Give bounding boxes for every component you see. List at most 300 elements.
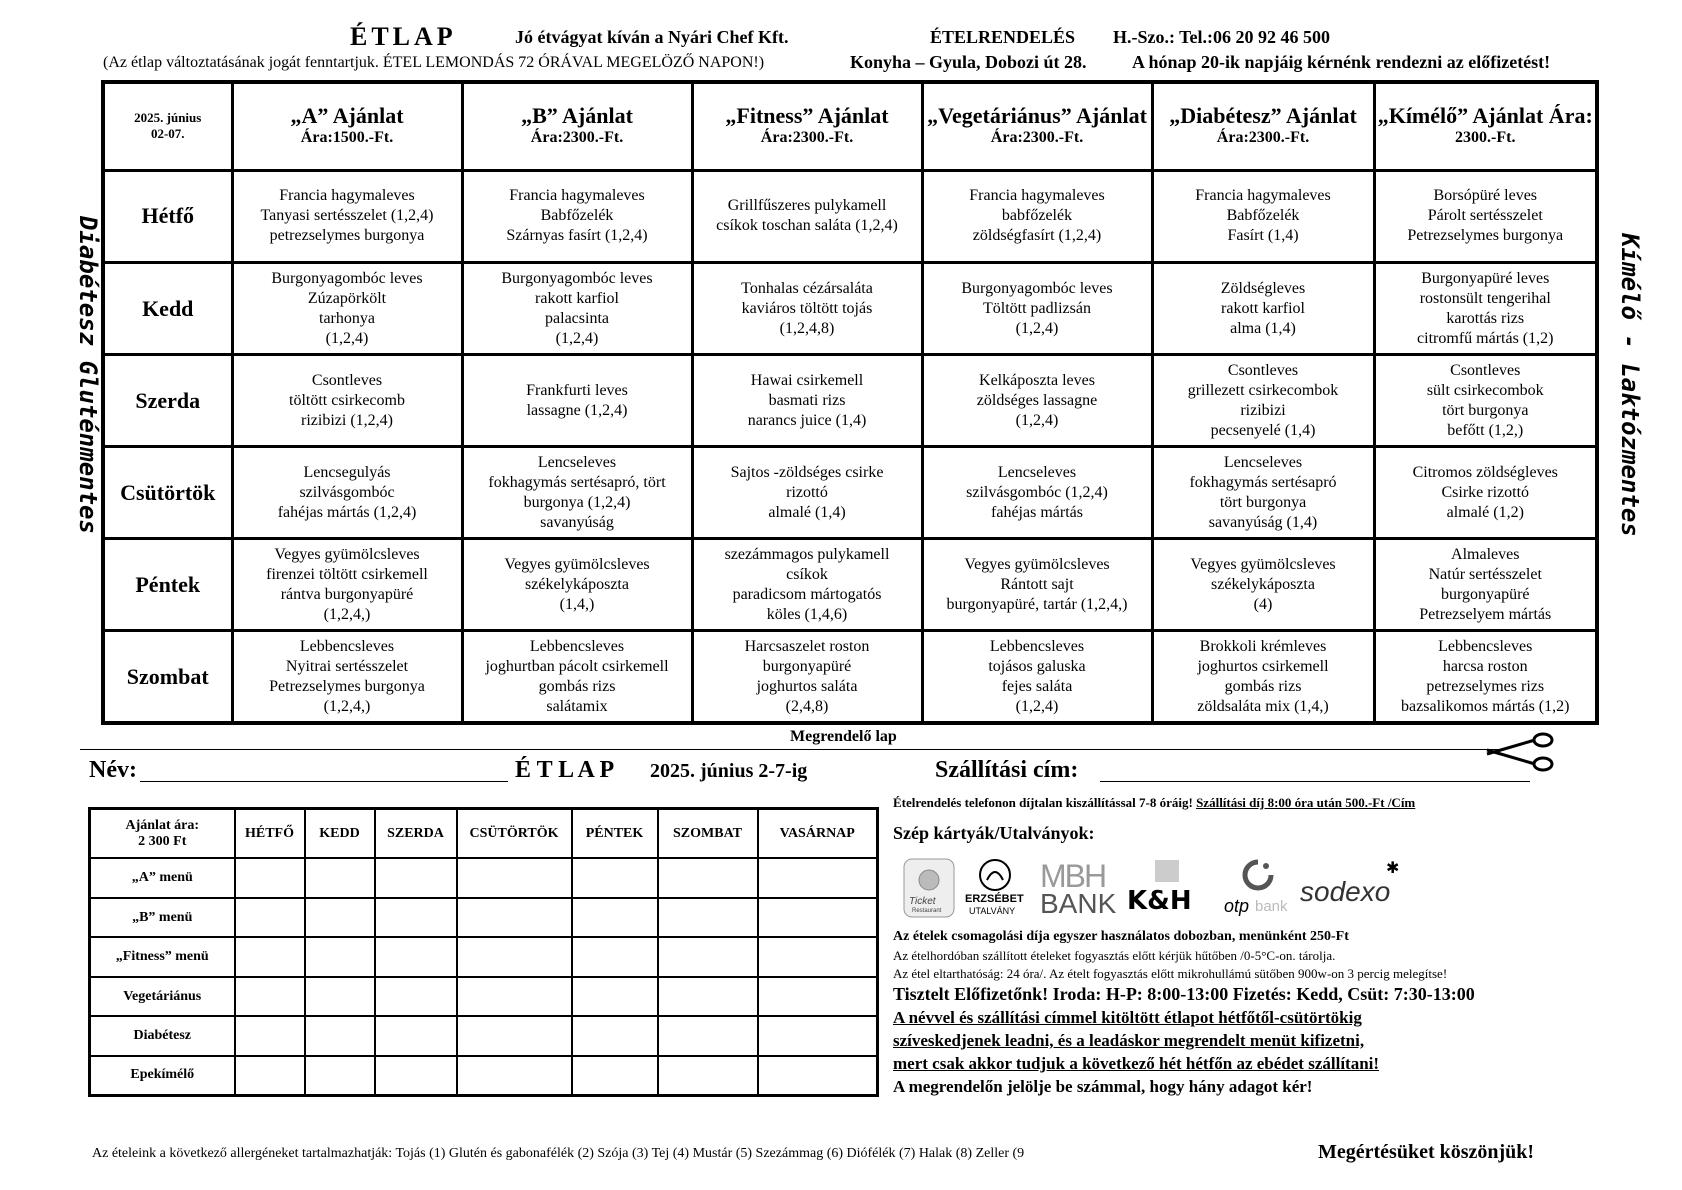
order-quantity-cell[interactable] <box>235 1016 305 1056</box>
menu-item-line: Lencsegulyás <box>303 463 391 481</box>
office-hours: Tisztelt Előfizetőnk! Iroda: H-P: 8:00-13:00 Fizetés: Kedd, Csüt: 7:30-13:00 <box>893 984 1475 1004</box>
order-quantity-cell[interactable] <box>375 977 457 1017</box>
menu-item-line: Csirke rizottó <box>1441 483 1530 501</box>
bank-text: BANK <box>1040 888 1117 919</box>
menu-item-line: Párolt sertésszelet <box>1427 207 1543 225</box>
sodexo-text: sodexo <box>1300 876 1391 907</box>
count-note: A megrendelőn jelölje be számmal, hogy hány adagot kér! <box>893 1077 1313 1096</box>
header-line-1 <box>0 22 1682 52</box>
plan-header-4 <box>1152 82 1374 170</box>
plan-header-2 <box>692 82 922 170</box>
order-price-value: 2 300 Ft <box>138 833 187 849</box>
order-quantity-cell[interactable] <box>572 977 658 1017</box>
packaging-note: Az ételek csomagolási díja egyszer használatos dobozban, menünként 250-Ft <box>893 929 1349 944</box>
day-label: Szombat <box>103 631 232 723</box>
order-quantity-cell[interactable] <box>235 858 305 898</box>
menu-cell <box>1152 631 1374 723</box>
menu-item-line: (1,2,4) <box>1015 411 1059 429</box>
storage-note: Az ételhordóban szállított ételeket fogyasztás előtt kérjük hűtőben /0-5°C-on. tárolja. <box>893 948 1336 963</box>
order-quantity-cell[interactable] <box>457 898 572 938</box>
menu-item-line: narancs juice (1,4) <box>747 411 867 429</box>
menu-cell <box>1152 262 1374 354</box>
menu-item-line: almalé (1,2) <box>1446 503 1524 521</box>
notice-line-3: mert csak akkor tudjuk a következő hét hétfőn az ebédet szállítani! <box>893 1054 1380 1073</box>
menu-item-line: rakott karfiol <box>1221 299 1305 317</box>
order-quantity-cell[interactable] <box>457 1016 572 1056</box>
order-quantity-cell[interactable] <box>305 1016 375 1056</box>
order-day-header: CSÜTÖRTÖK <box>457 809 572 859</box>
menu-item-line: (1,2,4,8) <box>779 319 835 337</box>
header-line-2 <box>0 52 1682 76</box>
menu-item-line: (1,2,4,) <box>323 697 371 715</box>
menu-item-line: sült csirkecombok <box>1426 381 1544 399</box>
order-quantity-cell[interactable] <box>572 898 658 938</box>
menu-item-line: (1,2,4) <box>555 329 599 347</box>
menu-item-line: burgonyapüré, tartár (1,2,4,) <box>946 595 1128 613</box>
menu-item-line: Hawai csirkemell <box>750 371 864 389</box>
menu-item-line: (1,2,4) <box>1015 697 1059 715</box>
order-quantity-cell[interactable] <box>758 858 878 898</box>
plan-header-0 <box>232 82 462 170</box>
order-quantity-cell[interactable] <box>375 1016 457 1056</box>
menu-item-line: Burgonyagombóc leves <box>961 279 1113 297</box>
menu-item-line: Csontleves <box>311 371 383 389</box>
menu-item-line: Francia hagymaleves <box>969 187 1105 205</box>
menu-item-line: citromfű mártás (1,2) <box>1417 329 1554 347</box>
menu-cell <box>922 262 1152 354</box>
menu-item-line: Lebbencsleves <box>299 637 395 655</box>
menu-item-line: Lencseleves <box>1223 453 1303 471</box>
menu-cell <box>922 170 1152 262</box>
plan-price: Ára:2300.-Ft. <box>530 129 624 147</box>
cards-title: Szép kártyák/Utalványok: <box>893 823 1095 843</box>
menu-item-line: firenzei töltött csirkemell <box>266 565 428 583</box>
menu-item-line: Burgonyagombóc leves <box>501 269 653 287</box>
menu-item-line: gombás rizs <box>538 677 616 695</box>
menu-day-row <box>103 355 1597 447</box>
order-day-header: SZERDA <box>375 809 457 859</box>
menu-cell <box>692 631 922 723</box>
menu-item-line: basmati rizs <box>768 391 846 409</box>
menu-item-line: Lebbencsleves <box>1438 637 1533 655</box>
order-title: É T L A P <box>515 757 615 783</box>
menu-item-line: pecsenyelé (1,4) <box>1210 421 1316 439</box>
menu-cell <box>1152 355 1374 447</box>
plan-header-3 <box>922 82 1152 170</box>
thanks-note: Megértésüket köszönjük! <box>1318 1141 1535 1163</box>
menu-date-line2: 02-07. <box>150 126 185 142</box>
menu-item-line: almalé (1,4) <box>768 503 846 521</box>
order-quantity-cell[interactable] <box>658 1056 758 1096</box>
order-quantity-cell[interactable] <box>305 977 375 1017</box>
order-grid <box>88 807 879 1097</box>
menu-day-row <box>103 262 1597 354</box>
menu-item-line: fahéjas mártás (1,2,4) <box>277 503 417 521</box>
day-label: Szerda <box>103 355 232 447</box>
menu-item-line: rakott karfiol <box>535 289 619 307</box>
order-quantity-cell[interactable] <box>758 1056 878 1096</box>
menu-cell <box>692 355 922 447</box>
menu-item-line: petrezselymes rizs <box>1426 677 1545 695</box>
order-quantity-cell[interactable] <box>658 977 758 1017</box>
order-row <box>90 1016 878 1056</box>
order-quantity-cell[interactable] <box>758 1016 878 1056</box>
menu-date-line1: 2025. június <box>134 110 202 126</box>
plan-name: „A” Ajánlat <box>290 103 404 129</box>
plan-name: „Kímélő” Ajánlat Ára: <box>1377 103 1593 129</box>
order-phone: H.-Szo.: Tel.:06 20 92 46 500 <box>1113 27 1331 47</box>
menu-cell <box>1374 262 1597 354</box>
name-label: Név: <box>89 757 137 783</box>
order-price-cell <box>90 809 235 859</box>
menu-item-line: rántva burgonyapüré <box>280 585 414 603</box>
sodexo-logo <box>1300 858 1420 918</box>
menu-item-line: rizibizi <box>1240 401 1286 419</box>
menu-item-line: Zöldségleves <box>1220 279 1306 297</box>
side-label-right: Kímélő - Laktózmentes <box>1616 233 1644 537</box>
cut-line <box>80 749 1500 750</box>
allergen-note: Az ételeink a következő allergéneket tartalmazhatják: Tojás (1) Glutén és gabonafélék (2) Szója (3) Tej (4) Mustár (5) Szezámmag (6) Diófélék (7) Halak (8) Zeller (9 <box>92 1146 1025 1161</box>
menu-item-line: tarhonya <box>319 309 375 327</box>
plan-price: Ára:2300.-Ft. <box>990 129 1084 147</box>
menu-item-line: Harcsaszelet roston <box>744 637 870 655</box>
menu-date-cell <box>103 82 232 170</box>
order-quantity-cell[interactable] <box>572 937 658 977</box>
menu-cell <box>462 355 692 447</box>
menu-cell <box>1374 170 1597 262</box>
menu-item-line: Lebbencsleves <box>989 637 1085 655</box>
disclaimer: (Az étlap változtatásának jogát fenntartjuk. ÉTEL LEMONDÁS 72 ÓRÁVAL MEGELÖZŐ NAPON!) <box>103 54 765 71</box>
order-price-label: Ajánlat ára: <box>125 817 199 833</box>
order-sheet-label: Megrendelő lap <box>790 728 897 745</box>
plan-name: „Diabétesz” Ajánlat <box>1169 103 1357 129</box>
menu-cell <box>462 447 692 539</box>
plan-name: „B” Ajánlat <box>521 103 633 129</box>
menu-item-line: Rántott sajt <box>1000 575 1074 593</box>
menu-item-line: Töltött padlizsán <box>983 299 1091 317</box>
menu-item-line: fejes saláta <box>1001 677 1073 695</box>
erzsebet-logo <box>965 858 1031 918</box>
menu-item-line: székelykáposzta <box>1211 575 1315 593</box>
menu-item-line: Vegyes gyümölcsleves <box>1190 555 1336 573</box>
menu-item-line: (2,4,8) <box>785 697 829 715</box>
order-quantity-cell[interactable] <box>457 977 572 1017</box>
menu-item-line: Petrezselymes burgonya <box>1407 227 1564 245</box>
menu-item-line: (1,2,4) <box>325 329 369 347</box>
otp-sub-text: bank <box>1255 898 1288 915</box>
order-row <box>90 937 878 977</box>
plan-price: Ára:1500.-Ft. <box>300 129 394 147</box>
menu-item-line: Francia hagymaleves <box>279 187 415 205</box>
order-row-label: Epekímélő <box>90 1056 235 1096</box>
order-label: ÉTELRENDELÉS <box>930 27 1076 47</box>
address-label: Szállítási cím: <box>935 757 1079 783</box>
menu-item-line: Petrezselymes burgonya <box>269 677 425 695</box>
shelf-life-note: Az étel eltarthatóság: 24 óra/. Az ételt fogyasztás előtt mikrohullámú sütőben 900w-on 3 percig melegítse! <box>893 966 1448 981</box>
menu-item-line: fokhagymás sertésapró, tört <box>488 473 666 491</box>
menu-cell <box>232 262 462 354</box>
menu-cell <box>1374 447 1597 539</box>
order-quantity-cell[interactable] <box>572 858 658 898</box>
menu-item-line: Francia hagymaleves <box>509 187 645 205</box>
menu-item-line: zöldségfasírt (1,2,4) <box>972 227 1102 245</box>
menu-item-line: harcsa roston <box>1442 657 1528 675</box>
menu-item-line: Babfőzelék <box>540 207 614 225</box>
order-quantity-cell[interactable] <box>658 898 758 938</box>
menu-cell <box>922 355 1152 447</box>
menu-item-line: Petrezselyem mártás <box>1419 605 1552 623</box>
menu-cell <box>692 539 922 631</box>
day-label: Csütörtök <box>103 447 232 539</box>
plan-header-5 <box>1374 82 1597 170</box>
menu-item-line: Zúzapörkölt <box>307 289 387 307</box>
menu-item-line: rizottó <box>786 483 828 501</box>
ticket-text: Ticket <box>909 896 936 907</box>
order-day-header: HÉTFŐ <box>235 809 305 859</box>
menu-cell <box>232 539 462 631</box>
order-quantity-cell[interactable] <box>457 858 572 898</box>
order-row-label: Diabétesz <box>90 1016 235 1056</box>
order-row <box>90 858 878 898</box>
menu-item-line: Csontleves <box>1450 361 1521 379</box>
menu-item-line: Frankfurti leves <box>526 381 628 399</box>
menu-item-line: csíkok toschan saláta (1,2,4) <box>716 217 898 235</box>
order-row-label: Vegetáriánus <box>90 977 235 1017</box>
menu-cell <box>232 631 462 723</box>
menu-item-line: Tonhalas cézársaláta <box>741 279 873 297</box>
weekly-menu-table <box>101 80 1599 725</box>
menu-item-line: csíkok <box>786 565 828 583</box>
menu-cell <box>692 170 922 262</box>
order-quantity-cell[interactable] <box>375 898 457 938</box>
menu-item-line: zöldséges lassagne <box>976 391 1098 409</box>
menu-item-line: salátamix <box>546 697 608 715</box>
menu-item-line: tojásos galuska <box>988 657 1086 675</box>
menu-item-line: Vegyes gyümölcsleves <box>964 555 1110 573</box>
phone-order-text: Ételrendelés telefonon díjtalan kiszállítással 7-8 óráig! <box>893 795 1193 810</box>
menu-item-line: alma (1,4) <box>1230 319 1296 337</box>
page-title: ÉTLAP <box>350 22 457 51</box>
menu-item-line: köles (1,4,6) <box>766 605 848 623</box>
menu-item-line: szilvásgombóc <box>299 483 395 501</box>
erzsebet-sub-text: UTALVÁNY <box>969 906 1016 916</box>
menu-cell <box>462 631 692 723</box>
order-day-header: KEDD <box>305 809 375 859</box>
menu-day-row <box>103 447 1597 539</box>
scissors-icon <box>1485 732 1555 772</box>
menu-item-line: fahéjas mártás <box>991 503 1083 521</box>
menu-item-line: szilvásgombóc (1,2,4) <box>966 483 1108 501</box>
menu-item-line: Kelkáposzta leves <box>979 371 1095 389</box>
order-quantity-cell[interactable] <box>235 977 305 1017</box>
menu-cell <box>462 262 692 354</box>
order-quantity-cell[interactable] <box>375 858 457 898</box>
menu-day-row <box>103 170 1597 262</box>
plan-name: „Fitness” Ajánlat <box>725 103 889 129</box>
menu-cell <box>1374 539 1597 631</box>
order-quantity-cell[interactable] <box>305 937 375 977</box>
ticket-restaurant-logo <box>903 858 955 918</box>
menu-item-line: gombás rizs <box>1224 677 1302 695</box>
menu-cell <box>692 262 922 354</box>
menu-item-line: (1,4,) <box>559 595 595 613</box>
menu-item-line: palacsinta <box>545 309 609 327</box>
menu-day-row <box>103 539 1597 631</box>
day-label: Péntek <box>103 539 232 631</box>
menu-item-line: Burgonyapüré leves <box>1421 269 1550 287</box>
menu-day-row <box>103 631 1597 723</box>
kh-text: K&H <box>1127 886 1192 916</box>
order-day-header: SZOMBAT <box>658 809 758 859</box>
menu-item-line: savanyúság (1,4) <box>1208 513 1318 531</box>
order-quantity-cell[interactable] <box>235 898 305 938</box>
menu-cell <box>922 447 1152 539</box>
menu-item-line: székelykáposzta <box>525 575 629 593</box>
order-quantity-cell[interactable] <box>375 937 457 977</box>
menu-item-line: Nyitrai sertésszelet <box>285 657 409 675</box>
menu-cell <box>1374 631 1597 723</box>
notice-line-2: szíveskedjenek leadni, és a leadáskor megrendelt menüt kifizetni, <box>893 1031 1365 1050</box>
order-quantity-cell[interactable] <box>235 1056 305 1096</box>
menu-item-line: Vegyes gyümölcsleves <box>504 555 650 573</box>
menu-item-line: Szárnyas fasírt (1,2,4) <box>506 227 648 245</box>
menu-item-line: savanyúság <box>540 513 614 531</box>
ticket-sub-text: Restaurant <box>912 908 942 914</box>
menu-item-line: karottás rizs <box>1446 309 1525 327</box>
order-quantity-cell[interactable] <box>658 858 758 898</box>
plan-price: 2300.-Ft. <box>1455 129 1516 147</box>
order-quantity-cell[interactable] <box>572 1056 658 1096</box>
order-quantity-cell[interactable] <box>305 898 375 938</box>
order-quantity-cell[interactable] <box>758 977 878 1017</box>
order-quantity-cell[interactable] <box>572 1016 658 1056</box>
erzsebet-text: ERZSÉBET <box>965 893 1024 905</box>
plan-price: Ára:2300.-Ft. <box>1216 129 1310 147</box>
menu-item-line: Tanyasi sertésszelet (1,2,4) <box>260 207 434 225</box>
menu-header-row <box>103 82 1597 170</box>
order-row-label: „Fitness” menü <box>90 937 235 977</box>
delivery-fee: Szállítási díj 8:00 óra után 500.-Ft /Cím <box>1196 795 1416 810</box>
menu-item-line: zöldsaláta mix (1,4,) <box>1197 697 1329 715</box>
menu-item-line: Burgonyagombóc leves <box>271 269 423 287</box>
menu-cell <box>1152 170 1374 262</box>
menu-item-line: Lencseleves <box>537 453 617 471</box>
plan-header-1 <box>462 82 692 170</box>
menu-cell <box>232 170 462 262</box>
menu-cell <box>232 355 462 447</box>
menu-item-line: Vegyes gyümölcsleves <box>274 545 420 563</box>
kh-logo <box>1125 858 1210 918</box>
order-quantity-cell[interactable] <box>305 858 375 898</box>
order-quantity-cell[interactable] <box>235 937 305 977</box>
order-day-header: VASÁRNAP <box>758 809 878 859</box>
menu-item-line: rizibizi (1,2,4) <box>301 411 393 429</box>
day-label: Kedd <box>103 262 232 354</box>
menu-item-line: Lebbencsleves <box>529 637 625 655</box>
mbh-bank-logo <box>1040 858 1115 918</box>
menu-cell <box>232 447 462 539</box>
order-row <box>90 1056 878 1096</box>
menu-item-line: befőtt (1,2,) <box>1447 421 1524 439</box>
plan-price: Ára:2300.-Ft. <box>760 129 854 147</box>
order-row <box>90 898 878 938</box>
menu-item-line: szezámmagos pulykamell <box>724 545 890 563</box>
order-row-label: „A” menü <box>90 858 235 898</box>
menu-item-line: (1,2,4) <box>1015 319 1059 337</box>
menu-cell <box>922 631 1152 723</box>
menu-item-line: fokhagymás sertésapró <box>1189 473 1337 491</box>
mbh-text: MBH <box>1040 858 1106 894</box>
order-quantity-cell[interactable] <box>457 937 572 977</box>
otp-bank-logo <box>1222 858 1297 918</box>
menu-item-line: burgonyapüré <box>1440 585 1530 603</box>
menu-item-line: burgonyapüré <box>762 657 852 675</box>
name-field[interactable] <box>140 780 508 782</box>
order-quantity-cell[interactable] <box>457 1056 572 1096</box>
tagline: Jó étvágyat kíván a Nyári Chef Kft. <box>515 27 789 47</box>
order-row <box>90 977 878 1017</box>
otp-text: otp <box>1224 896 1250 916</box>
menu-item-line: joghurtos saláta <box>756 677 858 695</box>
order-quantity-cell[interactable] <box>658 937 758 977</box>
order-day-header: PÉNTEK <box>572 809 658 859</box>
menu-cell <box>462 170 692 262</box>
menu-item-line: Citromos zöldségleves <box>1412 463 1558 481</box>
address-field[interactable] <box>1100 780 1530 782</box>
order-quantity-cell[interactable] <box>658 1016 758 1056</box>
menu-item-line: (1,2,4,) <box>323 605 371 623</box>
menu-item-line: Natúr sertésszelet <box>1428 565 1542 583</box>
order-quantity-cell[interactable] <box>758 898 878 938</box>
order-quantity-cell[interactable] <box>758 937 878 977</box>
menu-cell <box>1152 539 1374 631</box>
order-quantity-cell[interactable] <box>305 1056 375 1096</box>
menu-item-line: bazsalikomos mártás (1,2) <box>1401 697 1570 715</box>
menu-item-line: lassagne (1,2,4) <box>526 401 628 419</box>
menu-cell <box>922 539 1152 631</box>
menu-cell <box>1374 355 1597 447</box>
menu-item-line: joghurtban pácolt csirkemell <box>485 657 669 675</box>
menu-item-line: töltött csirkecomb <box>289 391 405 409</box>
notice-line-1: A névvel és szállítási címmel kitöltött étlapot hétfőtől-csütörtökig <box>893 1008 1362 1027</box>
menu-item-line: Almaleves <box>1451 545 1520 563</box>
order-period: 2025. június 2-7-ig <box>650 760 808 782</box>
menu-item-line: Sajtos -zöldséges csirke <box>730 463 884 481</box>
menu-item-line: kaviáros töltött tojás <box>741 299 873 317</box>
menu-cell <box>462 539 692 631</box>
menu-item-line: petrezselymes burgonya <box>269 227 425 245</box>
menu-item-line: Csontleves <box>1227 361 1299 379</box>
day-label: Hétfő <box>103 170 232 262</box>
menu-item-line: burgonya (1,2,4) <box>523 493 631 511</box>
kitchen-address: Konyha – Gyula, Dobozi út 28. <box>850 52 1087 72</box>
menu-item-line: Fasírt (1,4) <box>1227 227 1299 245</box>
menu-item-line: grillezett csirkecombok <box>1187 381 1339 399</box>
menu-item-line: tört burgonya <box>1219 493 1307 511</box>
plan-name: „Vegetáriánus” Ajánlat <box>927 103 1147 129</box>
sodexo-star-icon: ✱ <box>1386 860 1400 877</box>
menu-item-line: babfőzelék <box>1001 207 1073 225</box>
phone-order-note <box>893 795 1415 811</box>
menu-item-line: Babfőzelék <box>1226 207 1300 225</box>
menu-item-line: Grillfűszeres pulykamell <box>727 197 887 215</box>
menu-item-line: Francia hagymaleves <box>1195 187 1331 205</box>
order-quantity-cell[interactable] <box>375 1056 457 1096</box>
menu-item-line: Borsópüré leves <box>1433 187 1538 205</box>
monthly-note: A hónap 20-ik napjáig kérnénk rendezni az előfizetést! <box>1132 52 1551 72</box>
order-header-row <box>90 809 878 859</box>
order-row-label: „B” menü <box>90 898 235 938</box>
